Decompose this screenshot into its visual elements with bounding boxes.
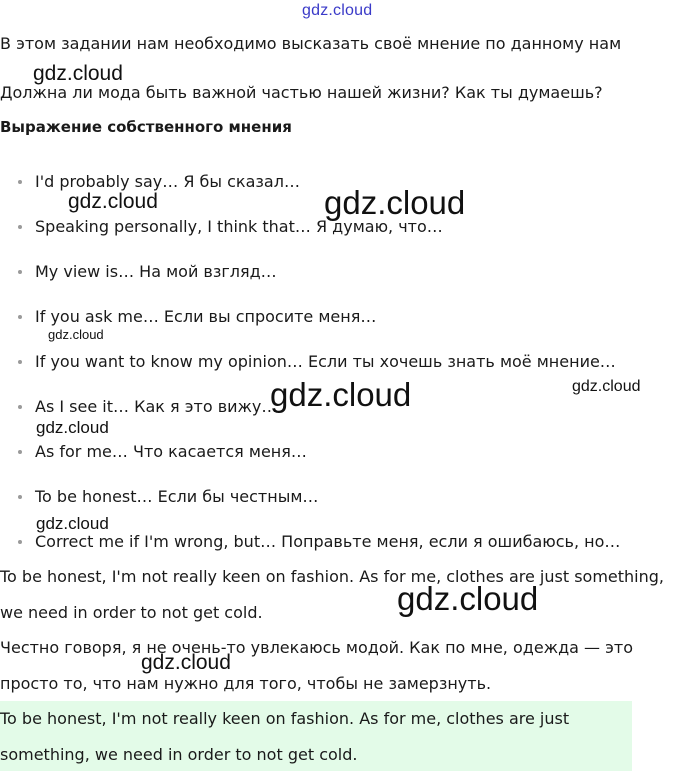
watermark: gdz.cloud (48, 327, 104, 342)
bullet-icon (18, 225, 22, 229)
answer-english-line-1: To be honest, I'm not really keen on fashion. As for me, clothes are just something, (0, 567, 664, 586)
watermark: gdz.cloud (324, 184, 466, 221)
highlighted-answer-line-1: To be honest, I'm not really keen on fashion. As for me, clothes are just (0, 709, 570, 728)
watermark: gdz.cloud (141, 651, 231, 674)
list-item-text: If you ask me… Если вы спросите меня… (35, 307, 377, 326)
answer-russian-line-1: Честно говоря, я не очень-то увлекаюсь модой. Как по мне, одежда — это (0, 638, 634, 657)
watermark: gdz.cloud (36, 514, 109, 533)
bullet-icon (18, 180, 22, 184)
bullet-icon (18, 270, 22, 274)
task-question: Должна ли мода быть важной частью нашей жизни? Как ты думаешь? (0, 83, 603, 102)
top-watermark: gdz.cloud (302, 2, 373, 19)
answer-english-line-2: we need in order to not get cold. (0, 603, 263, 622)
bullet-icon (18, 315, 22, 319)
watermark: gdz.cloud (68, 190, 158, 213)
list-item-text: As for me… Что касается меня… (35, 442, 307, 461)
list-item-text: As I see it… Как я это вижу… (35, 397, 278, 416)
watermark: gdz.cloud (397, 580, 539, 617)
list-item-text: To be honest… Если бы честным… (35, 487, 319, 506)
watermark: gdz.cloud (270, 376, 412, 413)
list-item-text: Speaking personally, I think that… Я думаю, что… (35, 217, 443, 236)
list-item-text: Correct me if I'm wrong, but… Поправьте меня, если я ошибаюсь, но… (35, 532, 621, 551)
answer-russian-line-2: просто то, что нам нужно для того, чтобы не замерзнуть. (0, 674, 492, 693)
list-item-text: My view is… На мой взгляд… (35, 262, 277, 281)
watermark: gdz.cloud (572, 378, 641, 395)
watermark: gdz.cloud (33, 62, 123, 85)
bullet-icon (18, 540, 22, 544)
bullet-icon (18, 450, 22, 454)
bullet-icon (18, 495, 22, 499)
bullet-icon (18, 360, 22, 364)
bullet-icon (18, 405, 22, 409)
task-intro: В этом задании нам необходимо высказать своё мнение по данному нам (0, 34, 622, 53)
highlighted-answer-line-2: something, we need in order to not get cold. (0, 745, 358, 764)
list-item-text: If you want to know my opinion… Если ты хочешь знать моё мнение… (35, 352, 616, 371)
list-item-text: I'd probably say… Я бы сказал… (35, 172, 300, 191)
section-heading: Выражение собственного мнения (0, 118, 292, 136)
watermark: gdz.cloud (36, 418, 109, 437)
